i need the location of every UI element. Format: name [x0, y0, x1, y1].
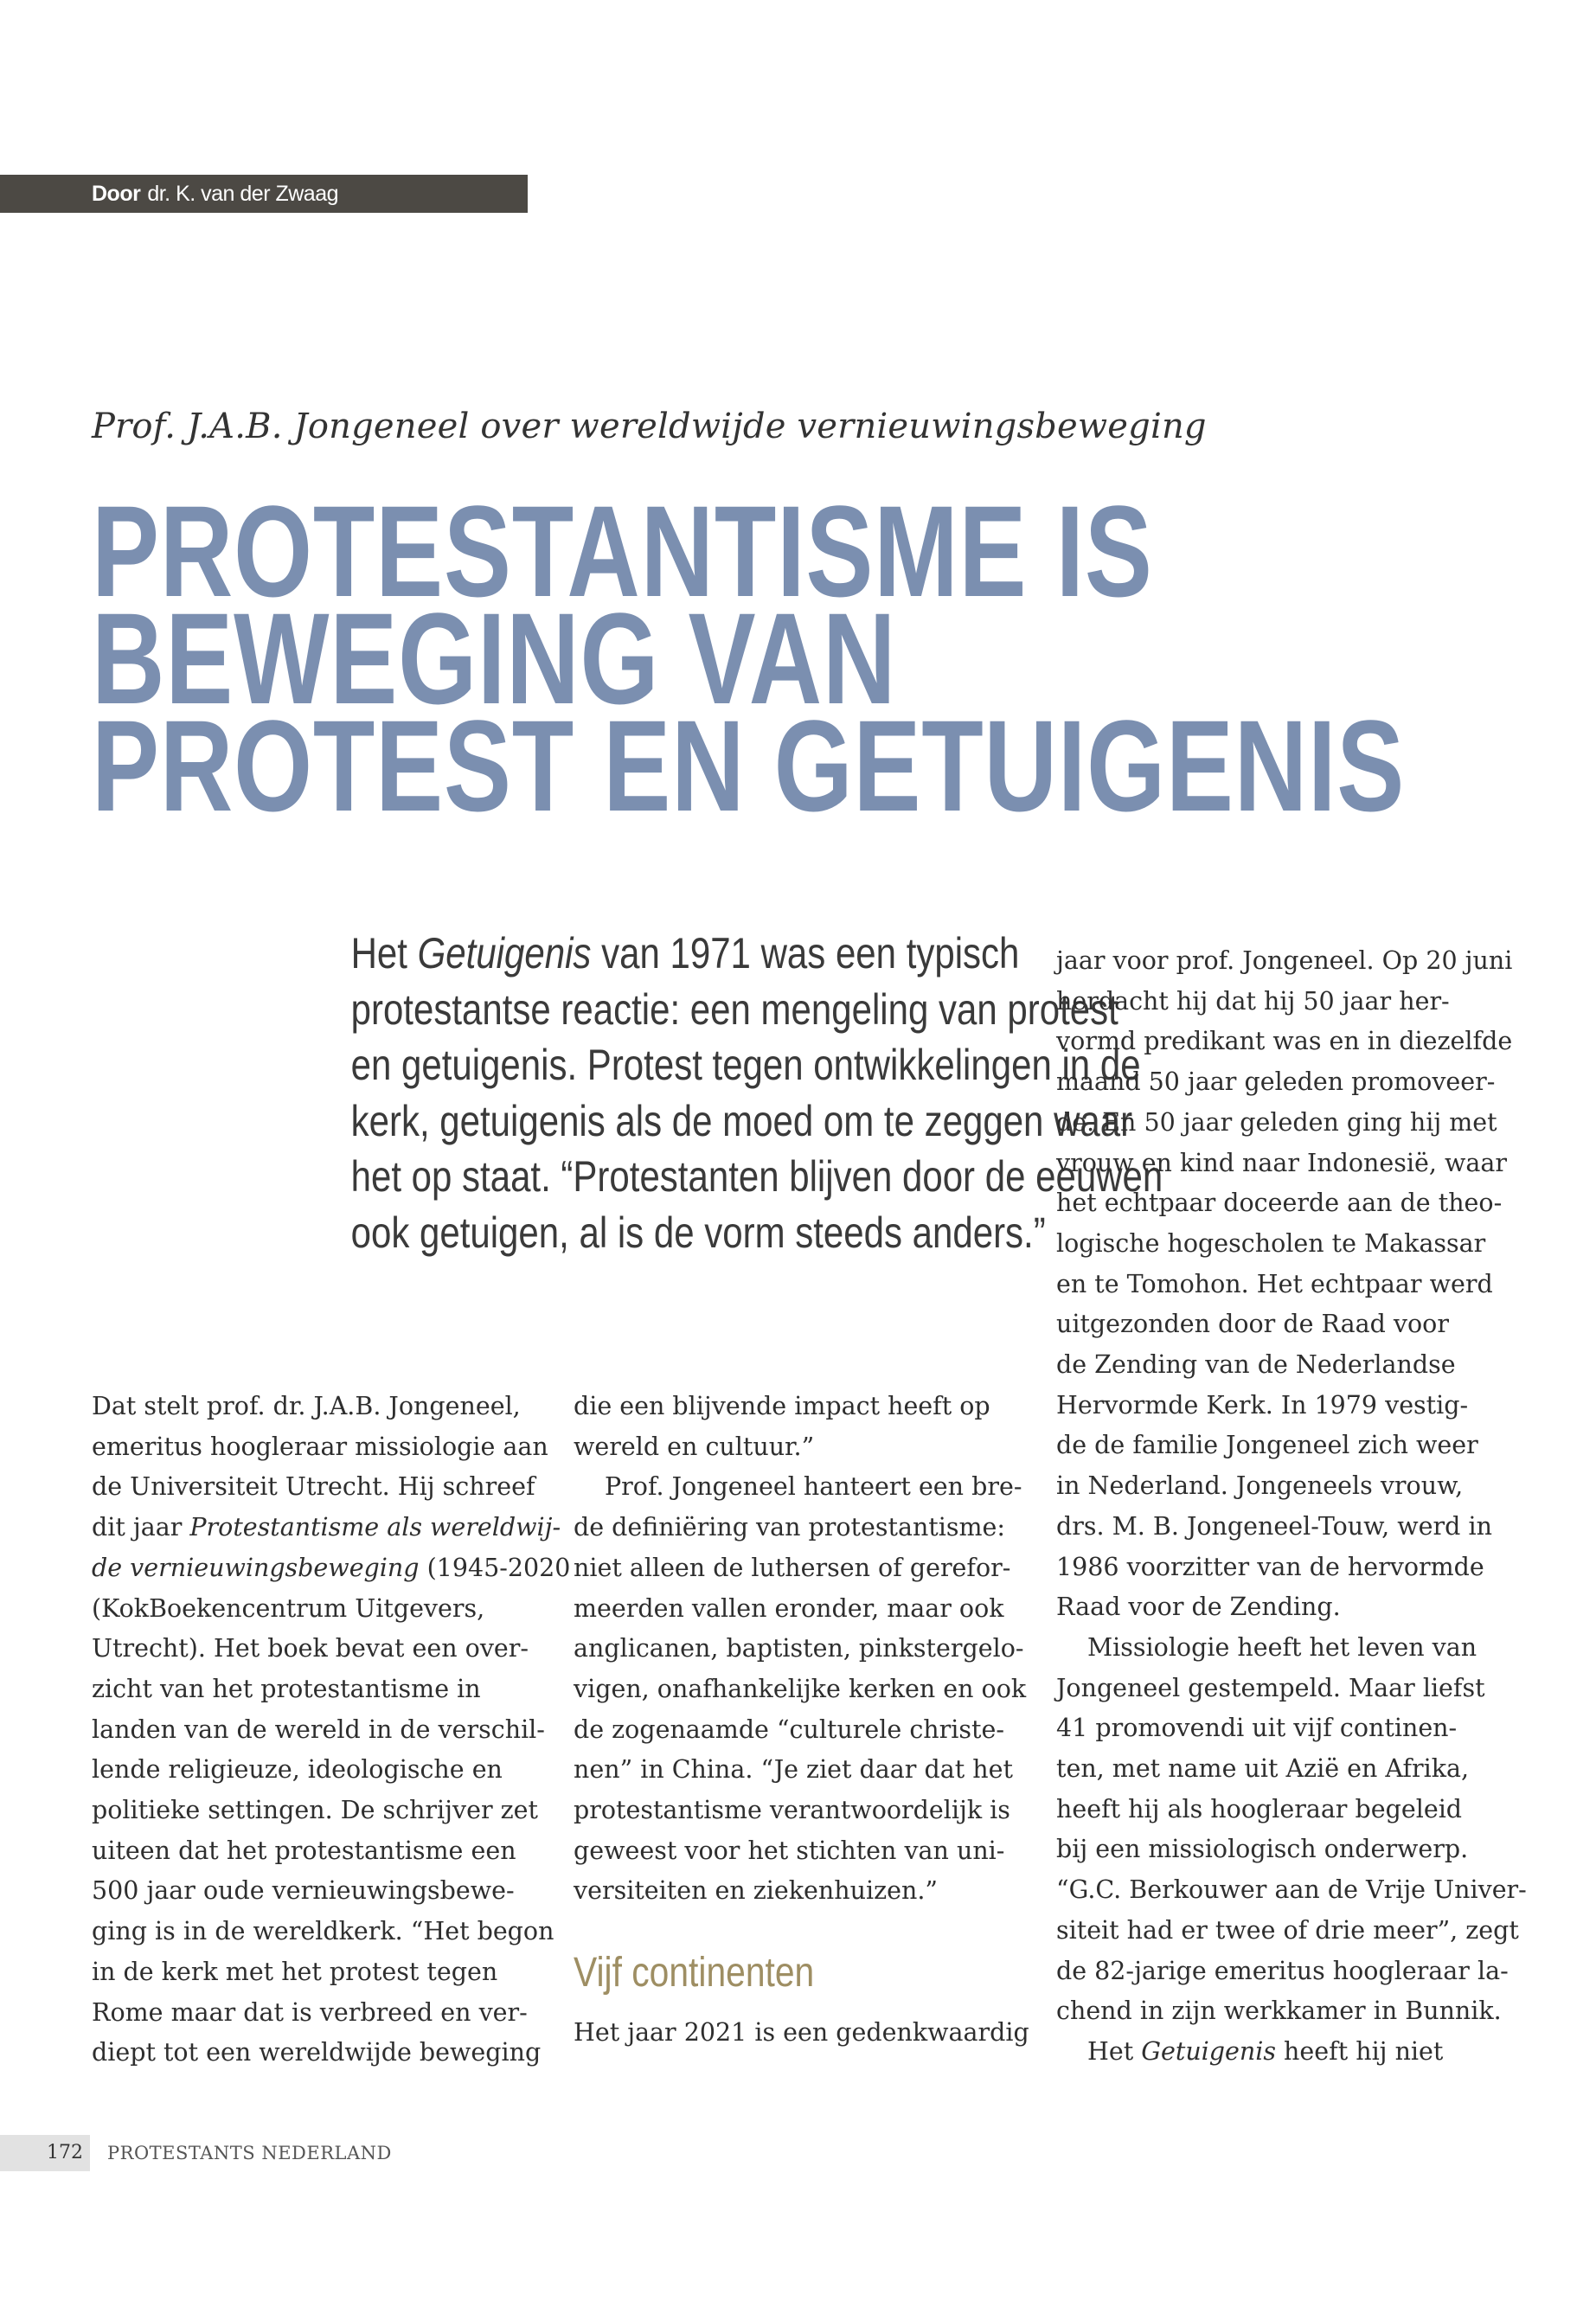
- body-line: maand 50 jaar geleden promoveer-: [1056, 1067, 1496, 1097]
- body-line: niet alleen de luthersen of gerefor-: [574, 1553, 1011, 1582]
- body-line: de. En 50 jaar geleden ging hij met: [1056, 1107, 1497, 1137]
- headline-line: PROTESTANTISME IS: [92, 478, 1153, 624]
- intro-line: het op staat. “Protestanten blijven door de eeuwen: [350, 1152, 1163, 1201]
- body-line: bij een missiologisch onderwerp.: [1056, 1835, 1469, 1864]
- body-line: de 82-jarige emeritus hoogleraar la-: [1056, 1956, 1509, 1985]
- intro-line: kerk, getuigenis als de moed om te zeggen waar: [350, 1096, 1133, 1145]
- body-line: meerden vallen eronder, maar ook: [574, 1593, 1004, 1623]
- body-line: Missiologie heeft het leven van: [1087, 1632, 1477, 1662]
- body-line: dit jaar Protestantisme als wereldwij-: [92, 1513, 561, 1542]
- body-line: anglicanen, baptisten, pinkstergelo-: [574, 1634, 1024, 1663]
- body-line: geweest voor het stichten van uni-: [574, 1836, 1005, 1865]
- body-line: politieke settingen. De schrijver zet: [92, 1796, 538, 1825]
- body-line: Utrecht). Het boek bevat een over-: [92, 1634, 529, 1663]
- section-subhead: Vijf continenten: [574, 1950, 815, 1997]
- body-line: vormd predikant was en in diezelfde: [1056, 1027, 1513, 1056]
- body-line: Raad voor de Zending.: [1056, 1593, 1341, 1622]
- body-line: vrouw en kind naar Indonesië, waar: [1056, 1148, 1508, 1177]
- body-line: wereld en cultuur.”: [574, 1432, 815, 1461]
- body-line: en te Tomohon. Het echtpaar werd: [1056, 1269, 1493, 1298]
- body-line: uitgezonden door de Raad voor: [1056, 1310, 1449, 1339]
- body-line: siteit had er twee of drie meer”, zegt: [1056, 1915, 1519, 1945]
- body-line: de Universiteit Utrecht. Hij schreef: [92, 1472, 535, 1502]
- intro-italic: Getuigenis: [417, 929, 592, 977]
- headline: [92, 478, 1406, 838]
- body-line: diept tot een wereldwijde beweging: [92, 2038, 542, 2067]
- byline-prefix: Door: [92, 182, 141, 206]
- body-column-2: [574, 1387, 1029, 2054]
- body-line: jaar voor prof. Jongeneel. Op 20 juni: [1056, 946, 1513, 975]
- body-line: 1986 voorzitter van de hervormde: [1056, 1552, 1484, 1581]
- body-line: in de kerk met het protest tegen: [92, 1957, 498, 1986]
- intro-lead: [225, 926, 1163, 1260]
- headline-line: PROTEST EN GETUIGENIS: [92, 693, 1406, 838]
- body-line: landen van de wereld in de verschil-: [92, 1715, 545, 1744]
- body-line: zicht van het protestantisme in: [92, 1674, 481, 1703]
- intro-line: ook getuigen, al is de vorm steeds anders.”: [350, 1208, 1046, 1257]
- body-line: herdacht hij dat hij 50 jaar her-: [1056, 986, 1450, 1016]
- body-line: de zogenaamde “culturele christe-: [574, 1715, 1004, 1744]
- body-line: 500 jaar oude vernieuwingsbewe-: [92, 1876, 515, 1906]
- body-line: Het jaar 2021 is een gedenkwaardig: [574, 2017, 1029, 2047]
- body-line: versiteiten en ziekenhuizen.”: [574, 1876, 938, 1906]
- body-column-3: [1056, 941, 1527, 2073]
- body-line: heeft hij als hoogleraar begeleid: [1056, 1794, 1463, 1823]
- intro-line: Het Getuigenis van 1971 was een typisch: [350, 929, 1020, 977]
- page-number: 172: [0, 2135, 90, 2171]
- body-line: lende religieuze, ideologische en: [92, 1755, 503, 1785]
- body-line: protestantisme verantwoordelijk is: [574, 1796, 1010, 1825]
- body-line: de definiëring van protestantisme:: [574, 1513, 1005, 1542]
- body-line: logische hogescholen te Makassar: [1056, 1228, 1486, 1258]
- body-line: (KokBoekencentrum Uitgevers,: [92, 1593, 485, 1623]
- intro-line: en getuigenis. Protest tegen ontwikkelingen in de: [350, 1041, 1141, 1089]
- body-line: Rome maar dat is verbreed en ver-: [92, 1997, 528, 2027]
- body-line: 41 promovendi uit vijf continen-: [1056, 1714, 1458, 1743]
- kicker: Prof. J.A.B. Jongeneel over wereldwijde vernieuwingsbeweging: [92, 407, 1207, 446]
- body-line: de vernieuwingsbeweging (1945-2020: [92, 1553, 571, 1582]
- body-line: in Nederland. Jongeneels vrouw,: [1056, 1471, 1464, 1501]
- byline-author: dr. K. van der Zwaag: [147, 182, 339, 206]
- body-line: Het Getuigenis heeft hij niet: [1087, 2036, 1444, 2066]
- body-line: ten, met name uit Azië en Afrika,: [1056, 1754, 1470, 1784]
- intro-line: protestantse reactie: een mengeling van protest: [350, 984, 1118, 1034]
- byline-bar: [0, 175, 528, 213]
- body-line: nen” in China. “Je ziet daar dat het: [574, 1755, 1013, 1785]
- body-line: die een blijvende impact heeft op: [574, 1392, 990, 1420]
- body-line: emeritus hoogleraar missiologie aan: [92, 1432, 548, 1461]
- magazine-name: PROTESTANTS NEDERLAND: [107, 2143, 392, 2163]
- body-line: uiteen dat het protestantisme een: [92, 1836, 516, 1865]
- body-line: Jongeneel gestempeld. Maar liefst: [1056, 1673, 1485, 1702]
- body-line: drs. M. B. Jongeneel-Touw, werd in: [1056, 1511, 1492, 1541]
- book-title: Protestantisme als wereldwij-: [189, 1513, 561, 1542]
- headline-line: BEWEGING VAN: [92, 586, 897, 731]
- body-line: Prof. Jongeneel hanteert een bre-: [605, 1472, 1022, 1502]
- body-line: “G.C. Berkouwer aan de Vrije Univer-: [1056, 1875, 1527, 1905]
- body-line: de de familie Jongeneel zich weer: [1056, 1431, 1478, 1460]
- body-column-1: [92, 1387, 570, 2073]
- body-line: de Zending van de Nederlandse: [1056, 1350, 1456, 1380]
- getuigenis-italic: Getuigenis: [1141, 2036, 1276, 2066]
- body-line: ging is in de wereldkerk. “Het begon: [92, 1917, 554, 1946]
- body-line: het echtpaar doceerde aan de theo-: [1056, 1189, 1503, 1218]
- body-line: chend in zijn werkkamer in Bunnik.: [1056, 1997, 1502, 2026]
- body-line: vigen, onafhankelijke kerken en ook: [574, 1674, 1027, 1703]
- book-title: de vernieuwingsbeweging: [92, 1553, 420, 1582]
- body-line: Dat stelt prof. dr. J.A.B. Jongeneel,: [92, 1392, 521, 1420]
- body-line: Hervormde Kerk. In 1979 vestig-: [1056, 1390, 1469, 1420]
